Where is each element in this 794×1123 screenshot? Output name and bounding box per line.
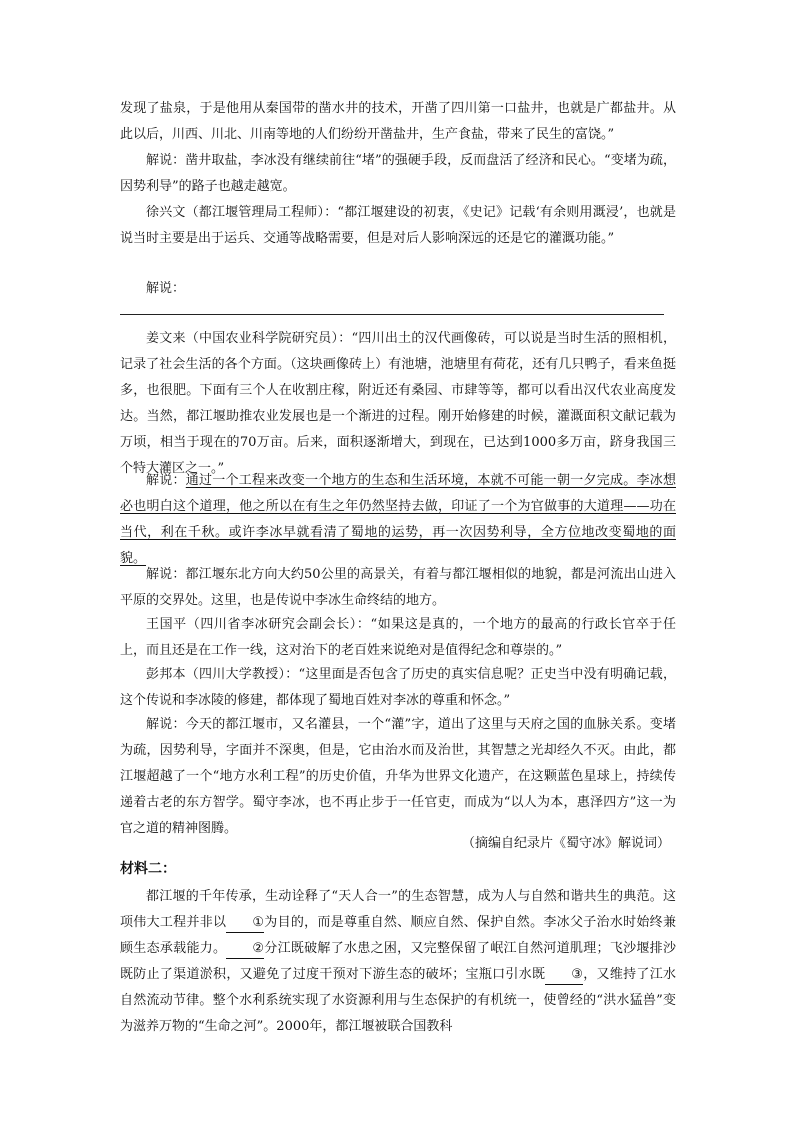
paragraph-xu-xingwen: 徐兴文（都江堰管理局工程师）：“都江堰建设的初衷，《史记》记载‘有余则用溉浸’，也就是说当时主要是出于运兵、交通等战略需要，但是对后人影响深远的还是它的灌溉功能。”: [120, 205, 676, 246]
fill-blank-2: ②: [226, 940, 264, 959]
text-segment: 都江堰的千年传承，生动诠释了“天人合一”的生态智慧，成为人与自然和谐共生的典范。这项伟大工程并非以: [120, 889, 676, 930]
text-segment: 为目的，而是尊重自然、顺应自然、保护自然。李冰父子治水时始终兼顾生态承载能力。: [120, 915, 676, 956]
source-citation: （摘编自纪录片《蜀守冰》解说词）: [461, 836, 670, 851]
text-segment: 分江既破解了水患之困，又完整保留了岷江自然河道肌理；飞沙堰排沙既防止了渠道淤积，又避免了过度干预对下游生态的破坏；宝瓶口引水既: [120, 941, 676, 982]
paragraph-narration-dujiangyan: 解说：今天的都江堰市，又名灌县，一个“灌”字，道出了这里与天府之国的血脉关系。变堵为疏，因势利导，字面并不深奥，但是，它由治水而及治世，其智慧之光却经久不灭。由此，都江堰超越了一个“地方水利工程”的历史价值，升华为世界文化遗产，在这颗蓝色星球上，持续传递着古老的东方智学。蜀守李冰，也不再止步于一任官吏，而成为“以人为本，惠泽四方”这一为官之道的精神图腾。: [120, 717, 676, 836]
paragraph-peng-bangben: 彭邦本（四川大学教授）：“这里面是否包含了历史的真实信息呢？正史当中没有明确记载，这个传说和李冰陵的修建，都体现了蜀地百姓对李冰的尊重和怀念。”: [120, 667, 676, 708]
fill-blank-3: ③: [545, 966, 583, 985]
paragraph-narration-gaojingguan: 解说：都江堰东北方向大约50公里的高景关，有着与都江堰相似的地貌，都是河流出山进入平原的交界处。这里，也是传说中李冰生命终结的地方。: [120, 567, 676, 608]
paragraph-jiang-wenlai: 姜文来（中国农业科学院研究员）：“四川出土的汉代画像砖，可以说是当时生活的照相机，记录了社会生活的各个方面。（这块画像砖上）有池塘，池塘里有荷花，还有几只鸭子，看来鱼挺多，也很肥。下面有三个人在收割庄稼，附近还有桑园、市肆等等，都可以看出汉代农业高度发达。当然，都江堰助推农业发展也是一个渐进的过程。刚开始修建的时候，灌溉面积文献记载为万顷，相当于现在的70万亩。后来，面积逐渐增大，到现在，已达到1000多万亩，跻身我国三个特大灌区之一。”: [120, 331, 676, 476]
paragraph-narration-well: 解说：凿井取盐，李冰没有继续前往“堵”的强硬手段，反而盘活了经济和民心。“变堵为疏，因势利导”的路子也越走越宽。: [120, 153, 676, 194]
text-segment: ，又维持了江水自然流动节律。整个水利系统实现了水资源利用与生态保护的有机统一，使曾经的“洪水猛兽”变为滋养万物的“生命之河”。2000年，都江堰被联合国教科: [120, 967, 676, 1034]
section-heading: 材料二：: [120, 861, 176, 877]
answer-line: [120, 314, 664, 315]
underlined-passage: 通过一个工程来改变一个地方的生态和生活环境，本就不可能一朝一夕完成。李冰想必也明白这个道理，他之所以在有生之年仍然坚持去做，印证了一个为官做事的大道理——功在当代，利在千秋。或许李冰早就看清了蜀地的运势，再一次因势利导，全方位地改变蜀地的面貌。: [120, 473, 676, 566]
narration-label: 解说：: [146, 473, 186, 488]
paragraph-wang-guoping: 王国平（四川省李冰研究会副会长）：“如果这是真的，一个地方的最高的行政长官卒于任上，而且还是在工作一线，这对治下的老百姓来说绝对是值得纪念和尊崇的。”: [120, 617, 676, 658]
narration-label: 解说：: [146, 281, 186, 296]
paragraph-narration-blank: [120, 276, 676, 302]
paragraph-narration-underlined: [120, 468, 676, 572]
fill-blank-1: ①: [226, 914, 264, 933]
paragraph-salt-well: 发现了盐泉，于是他用从秦国带的凿水井的技术，开凿了四川第一口盐井，也就是广都盐井。从此以后，川西、川北、川南等地的人们纷纷开凿盐井，生产食盐，带来了民生的富饶。”: [120, 101, 676, 142]
paragraph-material-two: [120, 884, 676, 1040]
